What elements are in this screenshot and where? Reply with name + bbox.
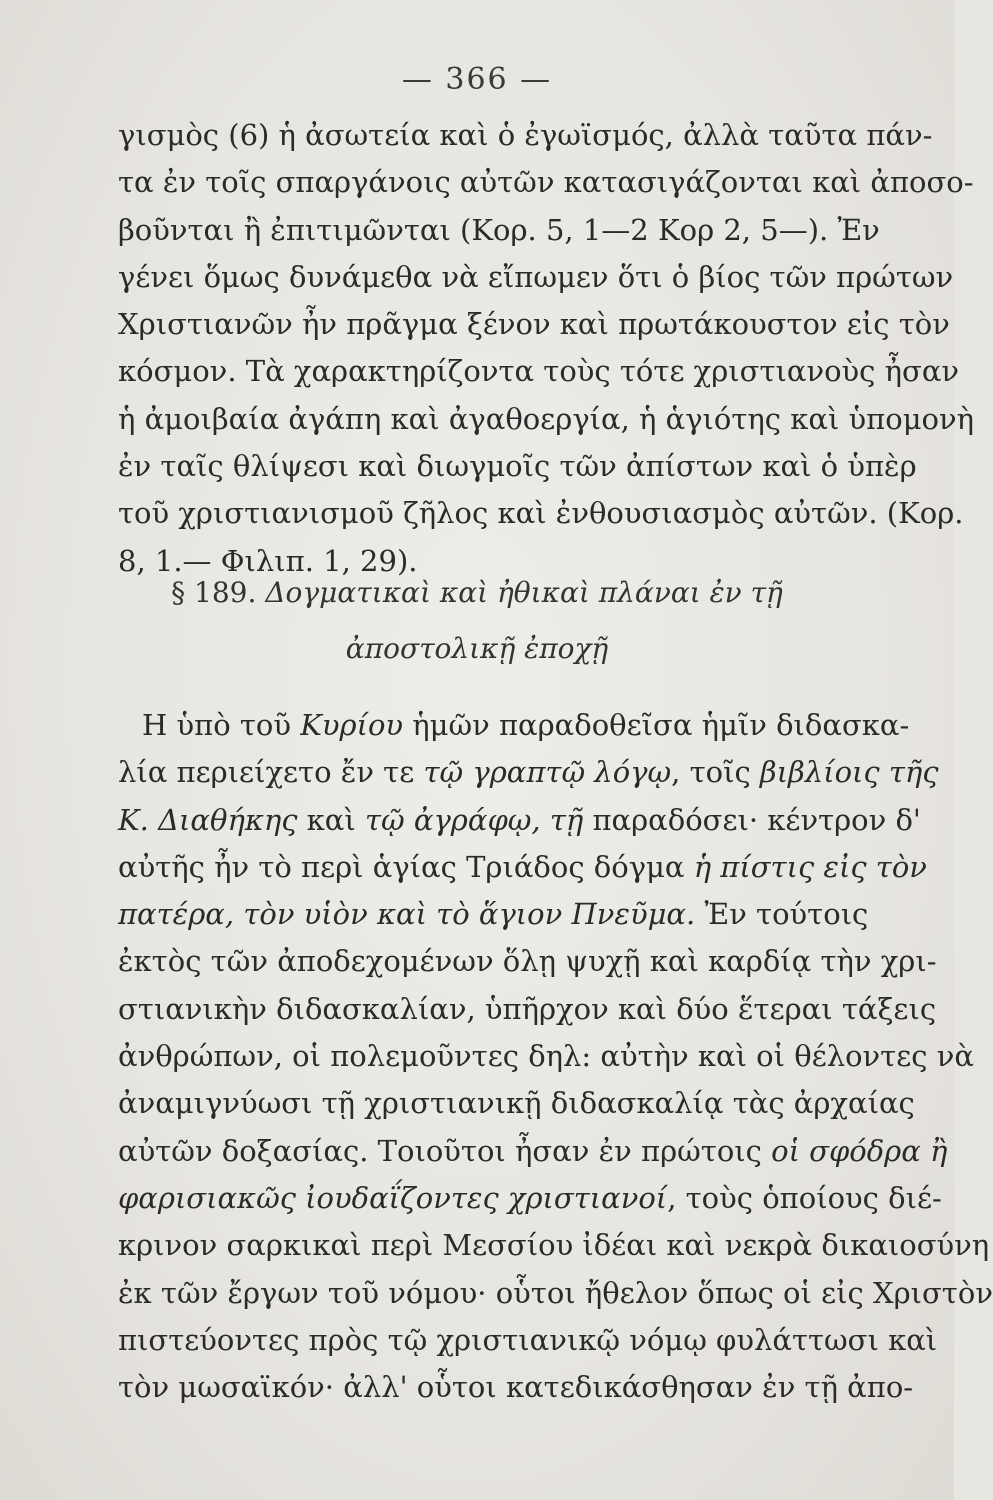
- text-line: [118, 891, 869, 938]
- text-run: Ἐν τούτοις: [695, 897, 869, 932]
- italic-text-run: ἡ πίστις εἰς τὸν: [693, 849, 927, 884]
- text-line: [118, 702, 910, 749]
- text-line: 8, 1.— Φιλιπ. 1, 29).: [118, 543, 418, 578]
- text-run: αὐτῶν δοξασίας. Τοιοῦτοι ἦσαν ἐν πρώτοις: [118, 1133, 772, 1168]
- text-run: ἡμῶν παραδοθεῖσα ἡμῖν διδασκα-: [403, 708, 910, 742]
- italic-text-run: τῷ ἀγράφῳ, τῇ: [364, 802, 584, 837]
- section-heading: [0, 576, 954, 609]
- italic-text-run: πατέρα, τὸν υἱὸν καὶ τὸ ἅγιον Πνεῦμα.: [118, 897, 696, 932]
- text-line: [118, 1364, 914, 1411]
- italic-text-run: βιβλίοις τῆς: [759, 755, 939, 790]
- italic-text-run: Κυρίου: [300, 708, 404, 742]
- text-run: τὸν μωσαϊκόν· ἀλλ' οὗτοι κατεδικάσθησαν ἐν τῇ ἀπο-: [118, 1370, 914, 1405]
- text-line: [118, 938, 937, 985]
- text-line: τοῦ χριστιανισμοῦ ζῆλος καὶ ἐνθουσιασμὸς αὐτῶν. (Κορ.: [118, 496, 964, 531]
- text-line: [118, 1270, 993, 1317]
- text-run: στιανικὴν διδασκαλίαν, ὑπῆρχον καὶ δύο ἕτεραι τάξεις: [118, 991, 937, 1026]
- text-line: [118, 1128, 948, 1175]
- text-line: ἡ ἀμοιβαία ἀγάπη καὶ ἀγαθοεργία, ἡ ἁγιότης καὶ ὑπομονὴ: [118, 401, 975, 436]
- text-run: καὶ: [297, 802, 365, 837]
- page-number: — 366 —: [401, 62, 553, 97]
- italic-text-run: Κ. Διαθήκης: [118, 802, 298, 837]
- text-line: ἐν ταῖς θλίψεσι καὶ διωγμοῖς τῶν ἀπίστων καὶ ὁ ὑπὲρ: [118, 449, 917, 484]
- text-run: Η ὑπὸ τοῦ: [142, 708, 301, 742]
- italic-text-run: τῷ γραπτῷ λόγῳ: [423, 755, 672, 790]
- text-line: [118, 844, 927, 891]
- text-line: γένει ὅμως δυνάμεθα νὰ εἴπωμεν ὅτι ὁ βίος τῶν πρώτων: [118, 259, 954, 294]
- text-line: [118, 1317, 938, 1364]
- text-line: [118, 986, 937, 1033]
- section-title-line-1: Δογματικαὶ καὶ ἠθικαὶ πλάναι ἐν τῇ: [265, 576, 783, 609]
- text-line: κόσμον. Τὰ χαρακτηρίζοντα τοὺς τότε χριστιανοὺς ἦσαν: [118, 354, 960, 389]
- text-line: [118, 1080, 915, 1127]
- text-run: , τοῖς: [671, 755, 760, 790]
- text-line: [118, 1175, 942, 1222]
- section-title-line-2: ἀποστολικῇ ἐποχῇ: [345, 632, 609, 665]
- text-run: αὐτῆς ἦν τὸ περὶ ἁγίας Τριάδος δόγμα: [118, 849, 694, 884]
- paragraph-2: [118, 702, 993, 1411]
- text-line: βοῦνται ἢ ἐπιτιμῶνται (Κορ. 5, 1—2 Κορ 2, 5—). Ἐν: [118, 212, 880, 247]
- text-run: , τοὺς ὁποίους διέ-: [667, 1180, 942, 1215]
- text-run: ἀνθρώπων, οἱ πολεμοῦντες δηλ: αὐτὴν καὶ οἱ θέλοντες νὰ: [118, 1039, 974, 1074]
- section-number: § 189.: [171, 576, 257, 609]
- text-run: παραδόσει· κέντρον δ': [583, 802, 921, 837]
- italic-text-run: οἱ σφόδρα ἢ: [771, 1133, 948, 1168]
- section-heading-continued: [0, 632, 954, 665]
- text-run: πιστεύοντες πρὸς τῷ χριστιανικῷ νόμῳ φυλάττωσι καὶ: [118, 1322, 938, 1357]
- paragraph-1: [118, 112, 975, 585]
- text-line: [118, 1222, 990, 1269]
- text-line: γισμὸς (6) ἡ ἀσωτεία καὶ ὁ ἐγωϊσμός, ἀλλὰ ταῦτα πάν-: [118, 118, 933, 152]
- text-run: κρινον σαρκικαὶ περὶ Μεσσίου ἰδέαι καὶ νεκρὰ δικαιοσύνη: [118, 1228, 990, 1263]
- text-line: τα ἐν τοῖς σπαργάνοις αὐτῶν κατασιγάζονται καὶ ἀποσο-: [118, 165, 974, 200]
- text-line: [118, 797, 921, 844]
- text-run: ἐκ τῶν ἔργων τοῦ νόμου· οὗτοι ἤθελον ὅπως οἱ εἰς Χριστὸν: [118, 1275, 993, 1310]
- italic-text-run: φαρισιακῶς ἰουδαΐζοντες χριστιανοί: [118, 1180, 668, 1215]
- text-line: Χριστιανῶν ἦν πρᾶγμα ξένον καὶ πρωτάκουστον εἰς τὸν: [118, 307, 950, 342]
- text-run: ἐκτὸς τῶν ἀποδεχομένων ὅλῃ ψυχῇ καὶ καρδίᾳ τὴν χρι-: [118, 944, 937, 979]
- text-line: [118, 1033, 974, 1080]
- text-run: ἀναμιγνύωσι τῇ χριστιανικῇ διδασκαλίᾳ τὰς ἀρχαίας: [118, 1086, 915, 1121]
- text-run: λία περιείχετο ἔν τε: [118, 755, 424, 790]
- text-line: [118, 749, 939, 796]
